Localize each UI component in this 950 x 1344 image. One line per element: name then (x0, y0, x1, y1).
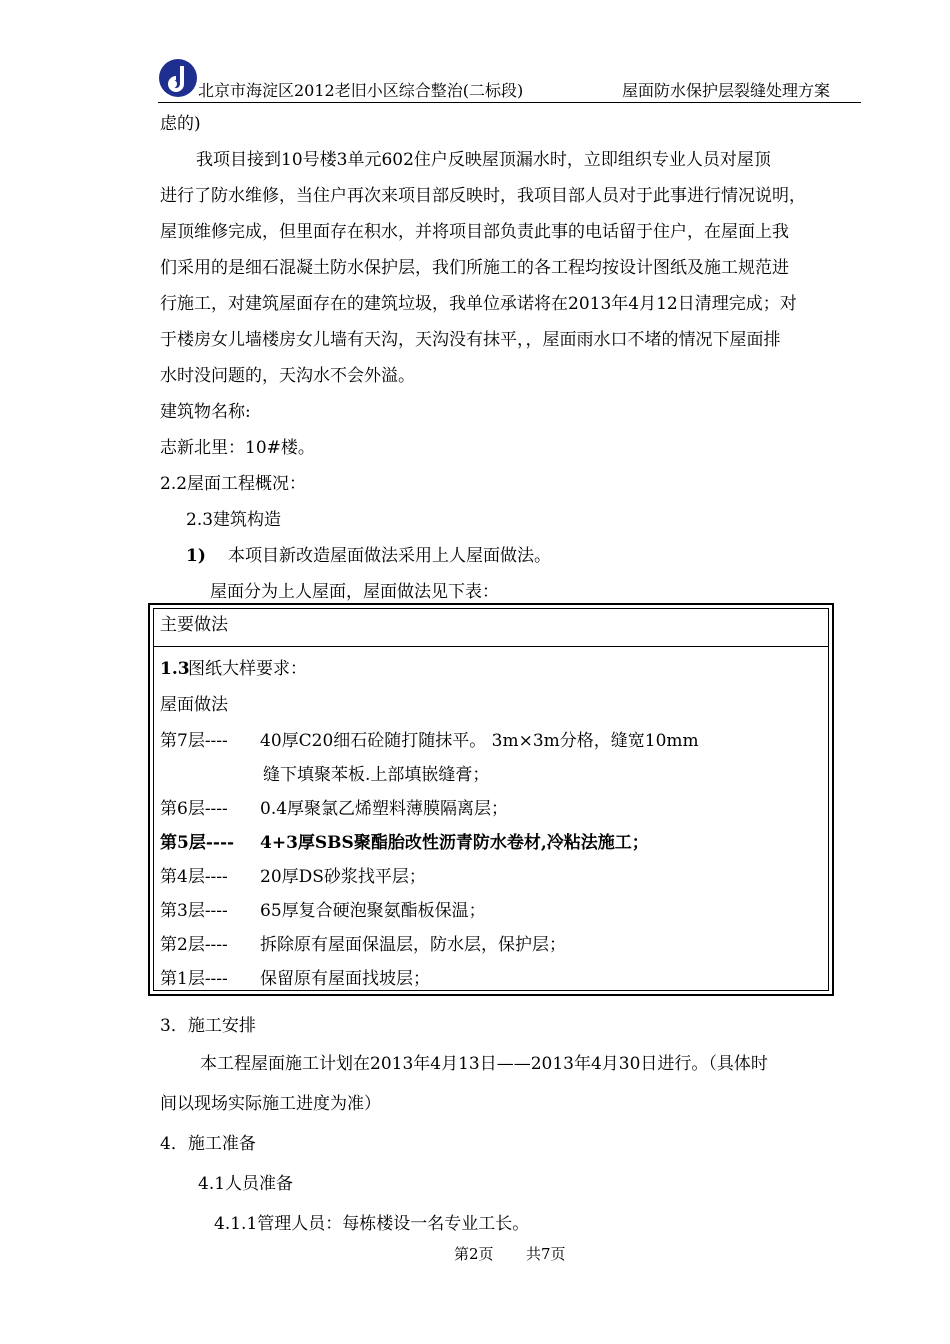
list-item-number: 1) (186, 546, 206, 566)
layer-label: 第3层---- (160, 901, 228, 921)
section-heading-4: 4．施工准备 (160, 1134, 256, 1154)
paragraph-line: 间以现场实际施工进度为准） (160, 1094, 381, 1114)
building-name-label: 建筑物名称: (160, 402, 251, 422)
layer-description: 4+3厚SBS聚酯胎改性沥青防水卷材,冷粘法施工； (260, 833, 649, 853)
paragraph-line: 屋顶维修完成，但里面存在积水，并将项目部负责此事的电话留于住户，在屋面上我 (160, 222, 789, 242)
requirement-number: 1.3 (160, 659, 190, 679)
layer-label: 第5层---- (160, 833, 235, 853)
layer-label: 第1层---- (160, 969, 228, 989)
layer-description-continued: 缝下填聚苯板.上部填嵌缝膏； (263, 765, 490, 785)
text-line: 虑的) (160, 114, 201, 134)
roof-method-label: 屋面做法 (160, 695, 228, 715)
layer-description: 20厚DS砂浆找平层； (260, 867, 426, 887)
section-heading-3: 3．施工安排 (160, 1016, 256, 1036)
paragraph-line: 行施工，对建筑屋面存在的建筑垃圾，我单位承诺将在2013年4月12日清理完成；对 (160, 294, 797, 314)
roof-method-table (148, 603, 834, 996)
table-header-divider (154, 646, 828, 647)
layer-label: 第2层---- (160, 935, 228, 955)
layer-description: 65厚复合硬泡聚氨酯板保温； (260, 901, 486, 921)
section-heading-2-3: 2.3建筑构造 (186, 510, 282, 530)
footer-total-pages: 共7页 (526, 1245, 566, 1263)
paragraph-line: 于楼房女儿墙楼房女儿墙有天沟，天沟没有抹平，，屋面雨水口不堵的情况下屋面排 (160, 330, 781, 350)
layer-description: 保留原有屋面找坡层； (260, 969, 430, 989)
building-name-value: 志新北里：10#楼。 (160, 438, 315, 458)
header-project-title: 北京市海淀区2012老旧小区综合整治(二标段) (198, 81, 524, 100)
footer-page-number: 第2页 (454, 1245, 494, 1263)
list-item-text: 本项目新改造屋面做法采用上人屋面做法。 (228, 546, 551, 566)
table-header-cell: 主要做法 (160, 615, 228, 635)
layer-label: 第6层---- (160, 799, 228, 819)
paragraph-line: 我项目接到10号楼3单元602住户反映屋顶漏水时，立即组织专业人员对屋顶 (196, 150, 771, 170)
layer-label: 第4层---- (160, 867, 228, 887)
roof-table-intro: 屋面分为上人屋面，屋面做法见下表： (210, 582, 499, 602)
layer-label: 第7层---- (160, 731, 228, 751)
layer-description: 拆除原有屋面保温层，防水层，保护层； (260, 935, 566, 955)
paragraph-line: 水时没问题的，天沟水不会外溢。 (160, 366, 415, 386)
header-document-title: 屋面防水保护层裂缝处理方案 (622, 81, 831, 100)
layer-description: 0.4厚聚氯乙烯塑料薄膜隔离层； (260, 799, 509, 819)
header-divider (158, 102, 861, 103)
requirement-heading: 图纸大样要求： (188, 659, 307, 679)
paragraph-line: 本工程屋面施工计划在2013年4月13日——2013年4月30日进行。（具体时 (200, 1054, 768, 1074)
company-logo-icon (158, 58, 198, 98)
section-heading-2-2: 2.2屋面工程概况： (160, 474, 307, 494)
section-heading-4-1-1: 4.1.1管理人员：每栋楼设一名专业工长。 (214, 1214, 530, 1234)
paragraph-line: 进行了防水维修，当住户再次来项目部反映时，我项目部人员对于此事进行情况说明， (160, 186, 806, 206)
section-heading-4-1: 4.1人员准备 (198, 1174, 294, 1194)
layer-description: 40厚C20细石砼随打随抹平。 3m×3m分格，缝宽10mm (260, 731, 699, 751)
paragraph-line: 们采用的是细石混凝土防水保护层，我们所施工的各工程均按设计图纸及施工规范进 (160, 258, 789, 278)
